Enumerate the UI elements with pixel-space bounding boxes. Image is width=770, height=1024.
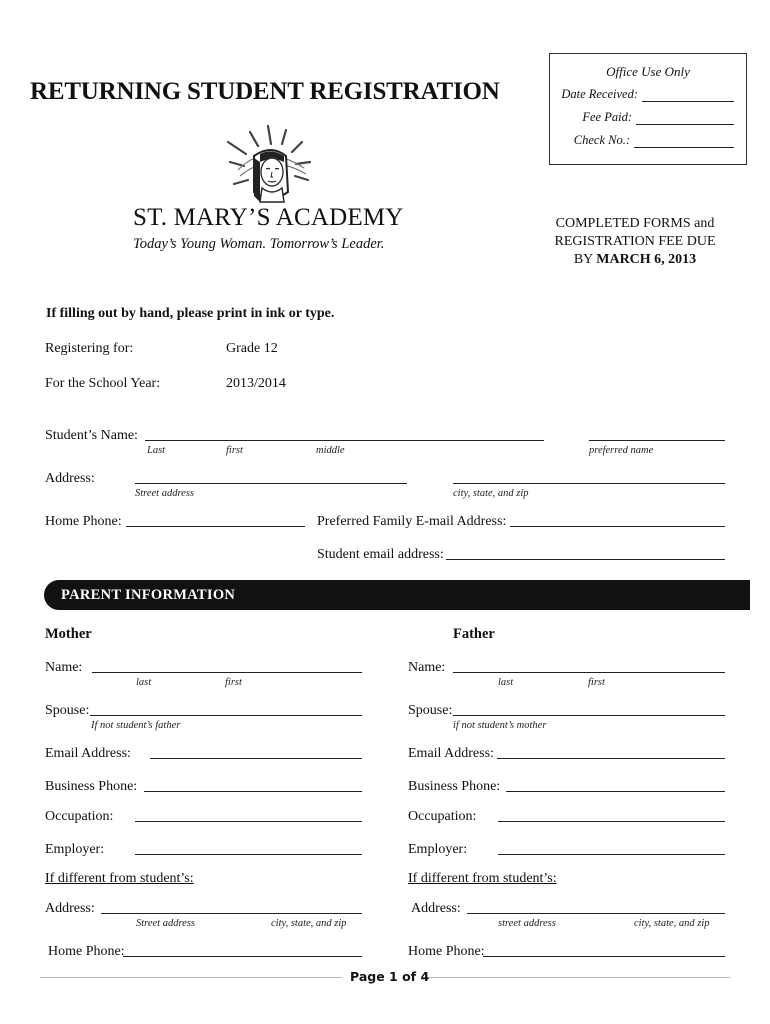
home-phone-field[interactable] bbox=[126, 526, 305, 527]
check-no-row bbox=[574, 133, 734, 148]
office-use-title: Office Use Only bbox=[606, 64, 690, 79]
family-email-field[interactable] bbox=[510, 526, 725, 527]
student-name-label: Student’s Name: bbox=[45, 428, 138, 443]
due-line-3 bbox=[530, 251, 740, 269]
mother-spouse-hint: If not student’s father bbox=[91, 720, 181, 731]
mother-hint-city: city, state, and zip bbox=[271, 918, 347, 929]
street-address-field[interactable] bbox=[135, 483, 407, 484]
registering-for-value: Grade 12 bbox=[226, 341, 278, 356]
father-spouse-hint: if not student’s mother bbox=[453, 720, 547, 731]
home-phone-label: Home Phone: bbox=[45, 514, 122, 529]
father-home-phone-label: Home Phone: bbox=[408, 944, 485, 959]
student-email-field[interactable] bbox=[446, 559, 725, 560]
footer-rule-right bbox=[428, 977, 730, 978]
mother-hint-first: first bbox=[225, 677, 242, 688]
footer-rule-left bbox=[40, 977, 342, 978]
mother-occupation-label: Occupation: bbox=[45, 809, 114, 824]
mother-address-field[interactable] bbox=[101, 913, 362, 914]
date-received-row bbox=[561, 87, 734, 102]
father-hint-first: first bbox=[588, 677, 605, 688]
due-line-1: COMPLETED FORMS and bbox=[555, 216, 715, 231]
father-name-label: Name: bbox=[408, 660, 446, 675]
mother-hint-last: last bbox=[136, 677, 152, 688]
mother-spouse-label: Spouse: bbox=[45, 703, 90, 718]
father-occupation-label: Occupation: bbox=[408, 809, 477, 824]
mother-email-label: Email Address: bbox=[45, 746, 131, 761]
father-occupation-field[interactable] bbox=[498, 821, 725, 822]
father-email-label: Email Address: bbox=[408, 746, 494, 761]
student-name-field[interactable] bbox=[145, 440, 544, 441]
parent-info-title: PARENT INFORMATION bbox=[61, 587, 236, 603]
date-received-label: Date Received: bbox=[561, 87, 638, 101]
date-received-field[interactable] bbox=[642, 90, 734, 102]
office-use-box bbox=[549, 53, 747, 165]
school-year-label: For the School Year: bbox=[45, 376, 161, 391]
mother-name-label: Name: bbox=[45, 660, 83, 675]
father-business-phone-field[interactable] bbox=[506, 791, 725, 792]
hint-city: city, state, and zip bbox=[453, 488, 529, 499]
mother-email-field[interactable] bbox=[150, 758, 362, 759]
form-instruction: If filling out by hand, please print in ink or type. bbox=[46, 306, 335, 321]
registering-for-label: Registering for: bbox=[45, 341, 134, 356]
mother-employer-label: Employer: bbox=[45, 842, 105, 857]
mother-spouse-field[interactable] bbox=[90, 715, 362, 716]
fee-paid-row bbox=[582, 110, 734, 125]
father-employer-field[interactable] bbox=[498, 854, 725, 855]
academy-tagline: Today’s Young Woman. Tomorrow’s Leader. bbox=[133, 236, 385, 252]
hint-last: Last bbox=[147, 445, 166, 456]
father-address-label: Address: bbox=[411, 901, 461, 916]
mother-name-field[interactable] bbox=[92, 672, 362, 673]
father-home-phone-field[interactable] bbox=[483, 956, 725, 957]
due-prefix: BY bbox=[573, 252, 597, 267]
academy-logo-icon bbox=[224, 122, 328, 210]
mother-address-label: Address: bbox=[45, 901, 95, 916]
mother-business-phone-field[interactable] bbox=[144, 791, 362, 792]
mother-home-phone-field[interactable] bbox=[123, 956, 362, 957]
parent-info-bar bbox=[44, 580, 750, 610]
page-number: Page 1 of 4 bbox=[350, 969, 430, 984]
father-hint-city: city, state, and zip bbox=[634, 918, 710, 929]
father-spouse-field[interactable] bbox=[453, 715, 725, 716]
address-label: Address: bbox=[45, 471, 95, 486]
family-email-label: Preferred Family E-mail Address: bbox=[317, 514, 507, 529]
hint-street: Street address bbox=[135, 488, 195, 499]
academy-name: ST. MARY’S ACADEMY bbox=[133, 204, 404, 231]
due-line-2: REGISTRATION FEE DUE bbox=[554, 234, 716, 249]
fee-paid-label: Fee Paid: bbox=[582, 110, 632, 124]
city-state-zip-field[interactable] bbox=[453, 483, 725, 484]
father-spouse-label: Spouse: bbox=[408, 703, 453, 718]
father-heading: Father bbox=[453, 626, 495, 642]
father-email-field[interactable] bbox=[497, 758, 725, 759]
fee-paid-field[interactable] bbox=[636, 113, 734, 125]
due-date: MARCH 6, 2013 bbox=[596, 252, 697, 267]
check-no-field[interactable] bbox=[634, 136, 734, 148]
father-name-field[interactable] bbox=[453, 672, 725, 673]
preferred-name-field[interactable] bbox=[589, 440, 725, 441]
father-business-phone-label: Business Phone: bbox=[408, 779, 501, 794]
page-title: RETURNING STUDENT REGISTRATION bbox=[30, 78, 500, 105]
mother-home-phone-label: Home Phone: bbox=[48, 944, 125, 959]
father-employer-label: Employer: bbox=[408, 842, 468, 857]
due-notice bbox=[530, 215, 740, 269]
hint-middle: middle bbox=[316, 445, 345, 456]
mother-heading: Mother bbox=[45, 626, 92, 642]
mother-business-phone-label: Business Phone: bbox=[45, 779, 138, 794]
school-year-value: 2013/2014 bbox=[226, 376, 286, 391]
mother-occupation-field[interactable] bbox=[135, 821, 362, 822]
hint-first: first bbox=[226, 445, 243, 456]
father-hint-last: last bbox=[498, 677, 514, 688]
mother-employer-field[interactable] bbox=[135, 854, 362, 855]
father-if-different: If different from student’s: bbox=[408, 871, 557, 886]
student-email-label: Student email address: bbox=[317, 547, 444, 562]
father-hint-street: street address bbox=[498, 918, 556, 929]
mother-if-different: If different from student’s: bbox=[45, 871, 194, 886]
check-no-label: Check No.: bbox=[573, 133, 630, 147]
hint-preferred: preferred name bbox=[589, 445, 654, 456]
mother-hint-street: Street address bbox=[136, 918, 196, 929]
father-address-field[interactable] bbox=[467, 913, 725, 914]
